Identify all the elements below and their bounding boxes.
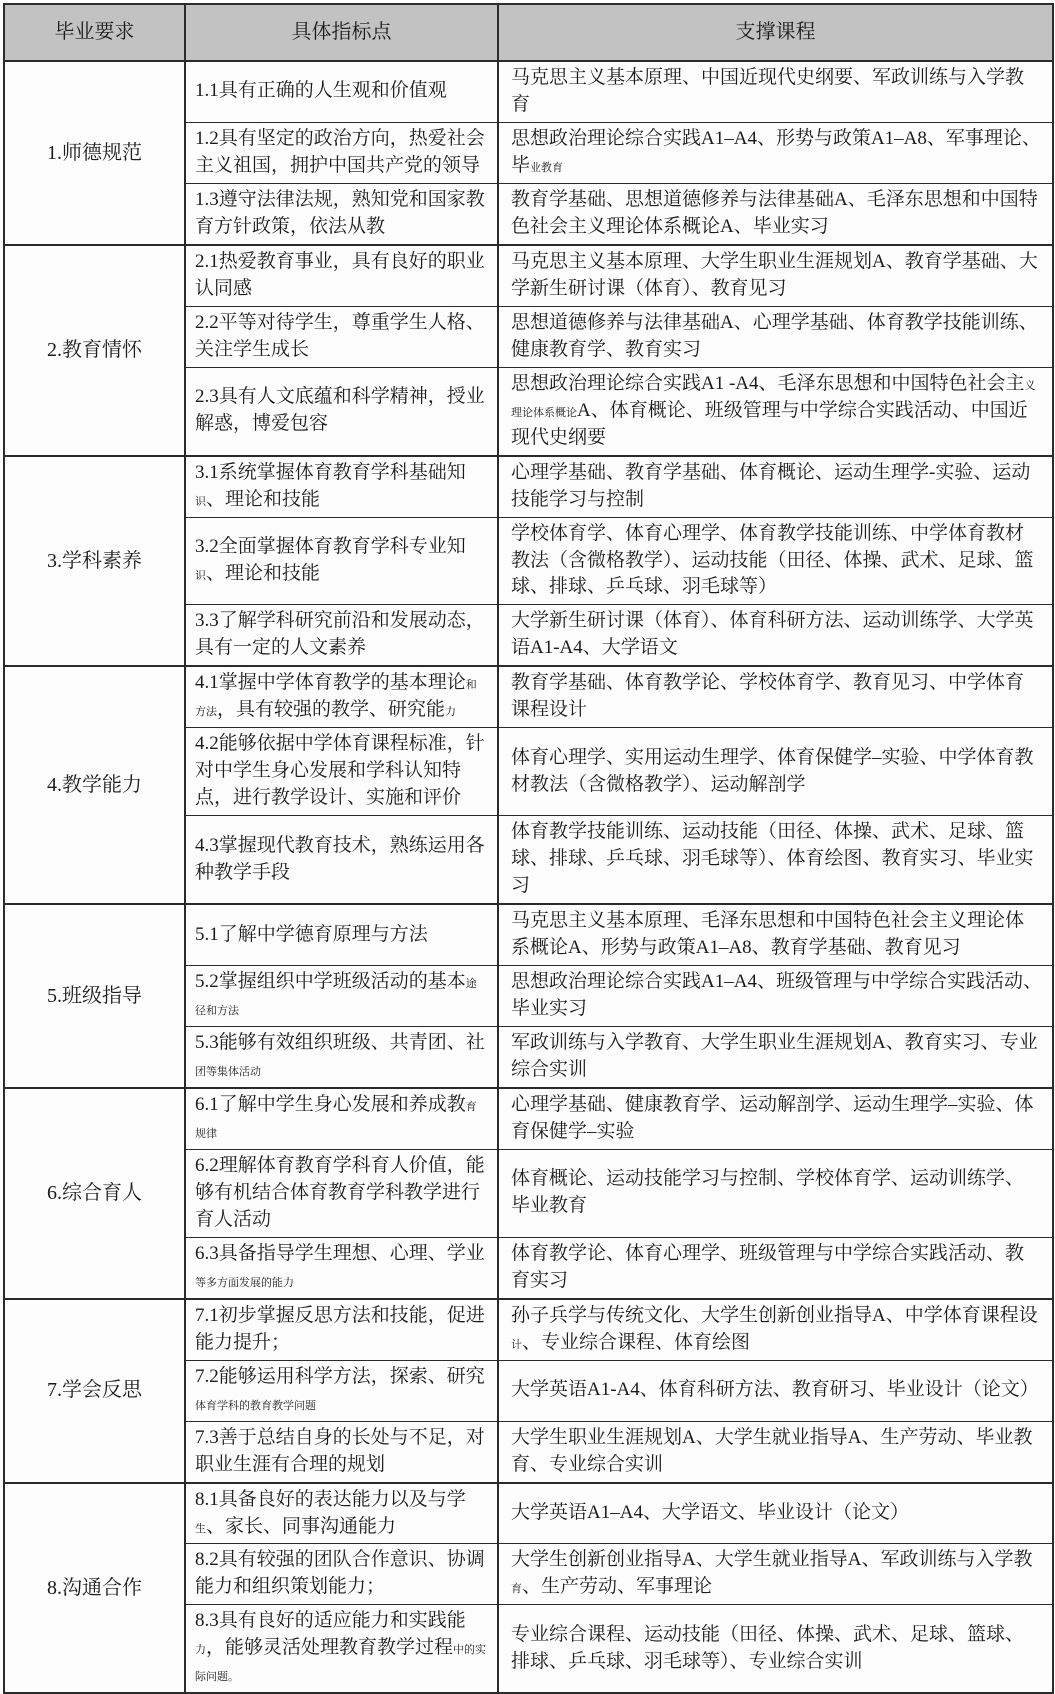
- courses-cell: [498, 1299, 1053, 1360]
- indicator-cell: [185, 666, 498, 727]
- indicator-cell: [185, 61, 498, 122]
- cell-text: 心理学基础、教育学基础、体育概论、运动生理学-实验、运动技能学习与控制: [511, 461, 1031, 510]
- indicator-cell: [185, 1605, 498, 1693]
- table-row: [4, 1299, 1053, 1360]
- courses-cell: [498, 1027, 1053, 1088]
- cell-text: 马克思主义基本原理、大学生职业生涯规划A、教育学基础、大学新生研讨课（体育）、教育见习: [511, 250, 1038, 299]
- cell-text: 大学生职业生涯规划A、大学生就业指导A、生产劳动、毕业教育、专业综合实训: [511, 1426, 1033, 1475]
- indicator-cell: [185, 1360, 498, 1421]
- cell-text-small: 等多方面发展的能力: [195, 1276, 294, 1289]
- cell-text-small: 团等集体活动: [195, 1065, 261, 1078]
- courses-cell: [498, 61, 1053, 122]
- indicator-cell: [185, 816, 498, 904]
- courses-cell: [498, 1149, 1053, 1237]
- courses-cell: [498, 1360, 1053, 1421]
- requirement-cell: 8.沟通合作: [4, 1483, 185, 1694]
- cell-text: 体育概论、运动技能学习与控制、学校体育学、运动训练学、毕业教育: [511, 1168, 1025, 1217]
- indicator-cell: [185, 1483, 498, 1544]
- courses-cell: [498, 1605, 1053, 1693]
- cell-text: 5.1了解中学德育原理与方法: [195, 923, 428, 945]
- cell-text: 3.3了解学科研究前沿和发展动态，具有一定的人文素养: [195, 610, 485, 659]
- cell-text: A、体育概论、班级管理与中学综合实践活动、中国近现代史纲要: [511, 399, 1028, 448]
- cell-text: 4.3掌握现代教育技术，熟练运用各种教学手段: [195, 834, 485, 883]
- courses-cell: [498, 367, 1053, 455]
- indicator-cell: [185, 1544, 498, 1605]
- cell-text: 7.2能够运用科学方法，探索、研究: [195, 1365, 485, 1387]
- cell-text: 体育心理学、实用运动生理学、体育保健学–实验、中学体育教材教法（含微格教学）、运动解剖学: [511, 746, 1034, 795]
- cell-text: 1.3遵守法律法规，熟知党和国家教育方针政策，依法从教: [195, 188, 485, 237]
- cell-text-small: 生: [195, 1522, 206, 1535]
- cell-text: 5.3能够有效组织班级、共青团、社: [195, 1032, 485, 1053]
- table-row: [4, 904, 1053, 965]
- cell-text: 马克思主义基本原理、毛泽东思想和中国特色社会主义理论体系概论A、形势与政策A1–A8、教育学基础、教育见习: [511, 910, 1025, 959]
- header-row: [4, 4, 1053, 61]
- cell-text: 思想政治理论综合实践A1–A4、形势与政策A1–A8、军事理论、毕: [511, 127, 1041, 176]
- cell-text: 6.1了解中学生身心发展和养成教: [195, 1093, 466, 1115]
- courses-cell: [498, 1088, 1053, 1149]
- cell-text: 大学新生研讨课（体育）、体育科研方法、运动训练学、大学英语A1-A4、大学语文: [511, 610, 1034, 659]
- cell-text: 3.1系统掌握体育教育学科基础知: [195, 461, 466, 483]
- cell-text: 学校体育学、体育心理学、体育教学技能训练、中学体育教材教法（含微格教学）、运动技能（田径、体操、武术、足球、篮球、排球、乒乓球、羽毛球等）: [511, 522, 1034, 598]
- cell-text: 军政训练与入学教育、大学生职业生涯规划A、教育实习、专业综合实训: [511, 1032, 1038, 1080]
- courses-cell: [498, 1544, 1053, 1605]
- courses-cell: [498, 245, 1053, 306]
- courses-cell: [498, 1421, 1053, 1482]
- cell-text-small: 育规律: [195, 1100, 477, 1140]
- cell-text: 8.1具备良好的表达能力以及与学: [195, 1488, 466, 1510]
- cell-text: 、家长、同事沟通能力: [206, 1515, 397, 1537]
- cell-text: 7.1初步掌握反思方法和技能，促进能力提升；: [195, 1304, 485, 1353]
- cell-text: ，能够灵活处理教育教学过程: [206, 1637, 454, 1659]
- requirement-cell: 2.教育情怀: [4, 245, 185, 456]
- courses-cell: [498, 966, 1053, 1027]
- cell-text: 1.1具有正确的人生观和价值观: [195, 80, 447, 102]
- courses-cell: [498, 517, 1053, 605]
- courses-cell: [498, 816, 1053, 904]
- requirement-cell: 7.学会反思: [4, 1299, 185, 1483]
- column-header-requirement: 毕业要求: [4, 4, 185, 61]
- indicator-cell: [185, 1237, 498, 1298]
- cell-text: 6.3具备指导学生理想、心理、学业: [195, 1242, 485, 1264]
- cell-text-small: 体育学科的教育教学问题: [195, 1399, 316, 1412]
- table-row: [4, 666, 1053, 727]
- cell-text-small: 力: [445, 706, 457, 719]
- cell-text: 思想道德修养与法律基础A、心理学基础、体育教学技能训练、健康教育学、教育实习: [511, 311, 1038, 360]
- cell-text-small: 中的实际问题。: [195, 1644, 487, 1684]
- table-body: [4, 61, 1053, 1693]
- requirement-cell: 6.综合育人: [4, 1088, 185, 1299]
- cell-text: 大学英语A1-A4、体育科研方法、教育研习、毕业设计（论文）: [511, 1379, 1039, 1401]
- cell-text: 4.1掌握中学体育教学的基本理论: [195, 672, 466, 694]
- column-header-indicator: 具体指标点: [185, 4, 498, 61]
- cell-text: 、理论和技能: [206, 488, 321, 510]
- indicator-cell: [185, 904, 498, 965]
- cell-text: ，具有较强的教学、研究能: [217, 699, 446, 721]
- cell-text: 、专业综合课程、体育绘图: [522, 1331, 751, 1353]
- cell-text-small: 育: [511, 1583, 522, 1596]
- cell-text: 、生产劳动、军事理论: [522, 1576, 713, 1598]
- cell-text: 体育教学论、体育心理学、班级管理与中学综合实践活动、教育实习: [511, 1242, 1025, 1291]
- requirement-cell: 5.班级指导: [4, 904, 185, 1088]
- cell-text-small: 业教育: [530, 161, 564, 174]
- cell-text-small: 和方法: [195, 679, 477, 719]
- indicator-cell: [185, 245, 498, 306]
- cell-text: 1.2具有坚定的政治方向，热爱社会主义祖国，拥护中国共产党的领导: [195, 127, 485, 176]
- cell-text: 思想政治理论综合实践A1–A4、班级管理与中学综合实践活动、毕业实习: [511, 971, 1042, 1020]
- cell-text: 马克思主义基本原理、中国近现代史纲要、军政训练与入学教育: [511, 67, 1025, 115]
- courses-cell: [498, 1237, 1053, 1298]
- cell-text: 大学英语A1–A4、大学语文、毕业设计（论文）: [511, 1502, 909, 1524]
- courses-cell: [498, 122, 1053, 183]
- indicator-cell: [185, 966, 498, 1027]
- cell-text: 教育学基础、体育教学论、学校体育学、教育见习、中学体育课程设计: [511, 672, 1025, 721]
- indicator-cell: [185, 1299, 498, 1360]
- indicator-cell: [185, 1149, 498, 1237]
- cell-text: 孙子兵学与传统文化、大学生创新创业指导A、中学体育课程设: [511, 1304, 1038, 1326]
- cell-text: 专业综合课程、运动技能（田径、体操、武术、足球、篮球、排球、乒乓球、羽毛球等）、专业综合实训: [511, 1623, 1025, 1672]
- table-row: [4, 1483, 1053, 1544]
- indicator-cell: [185, 605, 498, 666]
- courses-cell: [498, 904, 1053, 965]
- indicator-cell: [185, 367, 498, 455]
- requirement-cell: 3.学科素养: [4, 456, 185, 667]
- cell-text: 心理学基础、健康教育学、运动解剖学、运动生理学–实验、体育保健学–实验: [511, 1093, 1034, 1142]
- table-row: [4, 1088, 1053, 1149]
- cell-text: 3.2全面掌握体育教育学科专业知: [195, 536, 466, 558]
- cell-text: 4.2能够依据中学体育课程标准，针对中学生身心发展和学科认知特点，进行教学设计、实施和评价: [195, 733, 485, 809]
- indicator-cell: [185, 122, 498, 183]
- cell-text: 7.3善于总结自身的长处与不足，对职业生涯有合理的规划: [195, 1426, 485, 1475]
- courses-cell: [498, 306, 1053, 367]
- cell-text-small: 义理论体系概论: [511, 379, 1036, 419]
- indicator-cell: [185, 456, 498, 517]
- cell-text: 大学生创新创业指导A、大学生就业指导A、军政训练与入学教: [511, 1549, 1033, 1571]
- table-row: [4, 61, 1053, 122]
- indicator-cell: [185, 1088, 498, 1149]
- table-row: [4, 456, 1053, 517]
- cell-text-small: 识: [195, 569, 206, 582]
- courses-cell: [498, 728, 1053, 816]
- cell-text: 2.1热爱教育事业，具有良好的职业认同感: [195, 250, 485, 299]
- courses-cell: [498, 666, 1053, 727]
- curriculum-matrix-table: [3, 3, 1054, 1694]
- indicator-cell: [185, 1421, 498, 1482]
- table-row: [4, 245, 1053, 306]
- column-header-courses: 支撑课程: [498, 4, 1053, 61]
- cell-text: 6.2理解体育教育学科育人价值，能够有机结合体育教育学科教学进行育人活动: [195, 1154, 485, 1230]
- cell-text: 、理论和技能: [206, 562, 321, 584]
- cell-text: 体育教学技能训练、运动技能（田径、体操、武术、足球、篮球、排球、乒乓球、羽毛球等）、体育绘图、教育实习、毕业实习: [511, 821, 1034, 897]
- cell-text-small: 识: [195, 495, 206, 508]
- cell-text: 5.2掌握组织中学班级活动的基本: [195, 971, 466, 993]
- indicator-cell: [185, 728, 498, 816]
- cell-text: 思想政治理论综合实践A1 -A4、毛泽东思想和中国特色社会主: [511, 372, 1025, 394]
- cell-text: 2.3具有人文底蕴和科学精神，授业解惑，博爱包容: [195, 386, 485, 435]
- cell-text-small: 途径和方法: [195, 978, 477, 1018]
- cell-text: 8.2具有较强的团队合作意识、协调能力和组织策划能力；: [195, 1549, 485, 1598]
- courses-cell: [498, 456, 1053, 517]
- indicator-cell: [185, 1027, 498, 1088]
- courses-cell: [498, 605, 1053, 666]
- indicator-cell: [185, 183, 498, 244]
- cell-text-small: 力: [195, 1644, 206, 1657]
- cell-text: 教育学基础、思想道德修养与法律基础A、毛泽东思想和中国特色社会主义理论体系概论A、毕业实习: [511, 188, 1038, 237]
- courses-cell: [498, 183, 1053, 244]
- cell-text-small: 计: [511, 1338, 522, 1351]
- cell-text: 2.2平等对待学生，尊重学生人格、关注学生成长: [195, 311, 485, 360]
- requirement-cell: 4.教学能力: [4, 666, 185, 904]
- indicator-cell: [185, 306, 498, 367]
- requirement-cell: 1.师德规范: [4, 61, 185, 245]
- indicator-cell: [185, 517, 498, 605]
- cell-text: 8.3具有良好的适应能力和实践能: [195, 1610, 466, 1632]
- courses-cell: [498, 1483, 1053, 1544]
